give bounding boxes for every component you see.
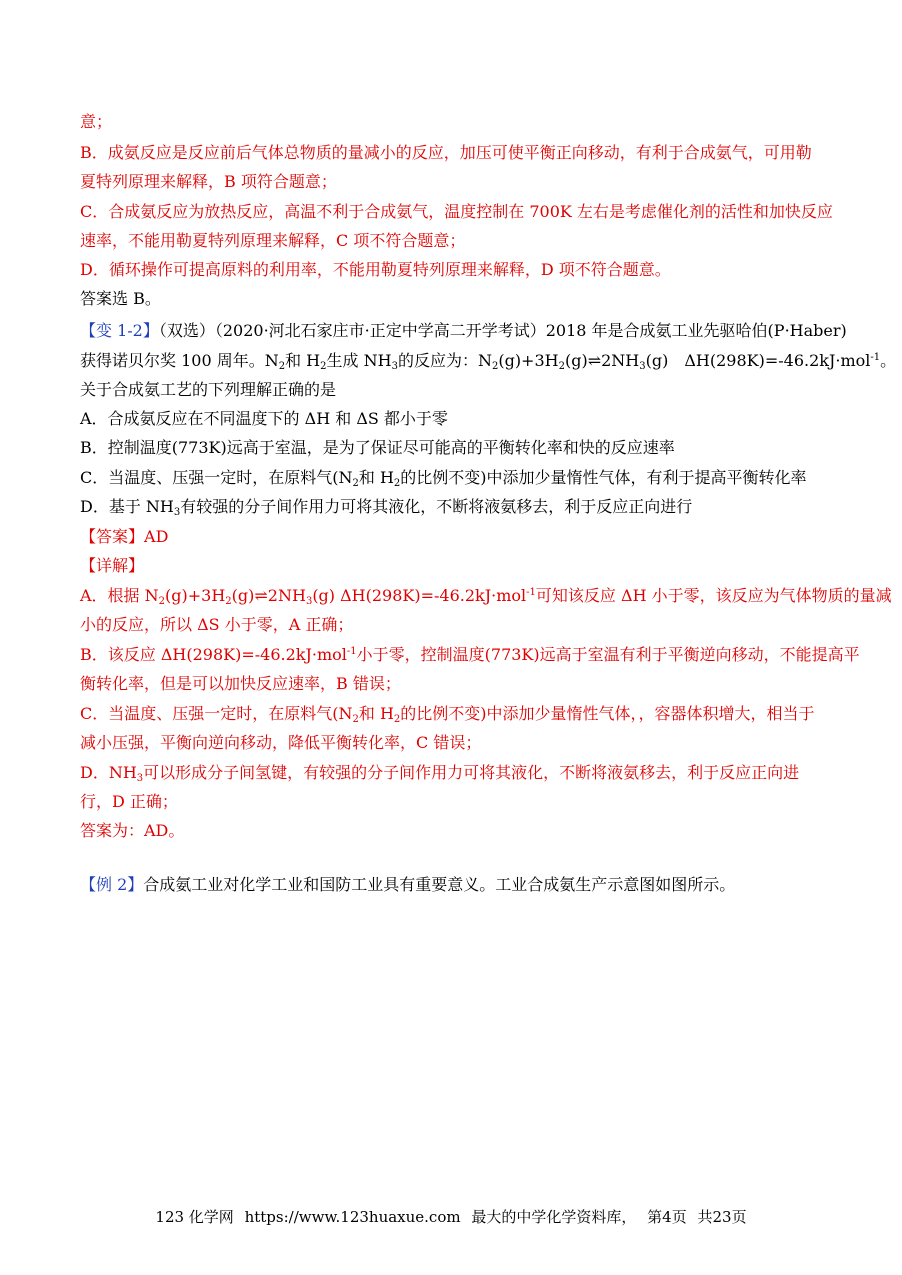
explanation-line: 衡转化率，但是可以加快反应速率，B 错误； [80, 674, 401, 693]
answer-tag: 【答案】 [80, 527, 145, 546]
question-stem: 关于合成氨工艺的下列理解正确的是 [80, 380, 337, 399]
question-heading: 【变 1-2】（双选）（2020·河北石家庄市·正定中学高二开学考试）2018 年是合成氨工业先驱哈伯(P·Haber) [80, 321, 847, 340]
explanation-line: A．根据 $N_2(g)+3H_2(g)\rightleftharpoons 2NH_3(g)$ ΔH(298K)=-46.2kJ·mol$^{-1}$可知该反应 ΔH 小于零，该反应为气体物质的量减 [80, 586, 892, 607]
text-line: 意； [80, 112, 113, 131]
answer-value: AD [144, 527, 169, 546]
text-line: 夏特列原理来解释，B 项符合题意； [80, 172, 337, 191]
explanation-tag: 【详解】 [80, 556, 145, 575]
footer-page-number: 第4页 [647, 1208, 687, 1226]
footer-total-pages: 共23页 [697, 1208, 747, 1226]
text-line: B．成氨反应是反应前后气体总物质的量减小的反应，加压可使平衡正向移动，有利于合成氨气，可用勒 [80, 143, 812, 162]
answer [80, 527, 168, 547]
explanation-line: C．当温度、压强一定时，在原料气($N_2$和 $H_2$的比例不变)中添加少量惰性气体，，容器体积增大，相当于 [80, 704, 815, 725]
explanation-line: 减小压强，平衡向逆向移动，降低平衡转化率，C 错误； [80, 733, 482, 752]
footer-url[interactable]: https://www.123huaxue.com [244, 1208, 461, 1226]
question-tag: 【变 1-2】 [80, 321, 159, 340]
explanation-line: B．该反应 ΔH(298K)=-46.2kJ·mol$^{-1}$小于零，控制温度(773K)远高于室温有利于平衡逆向移动，不能提高平 [80, 645, 860, 664]
example-tag: 【例 2】 [80, 875, 144, 894]
question-equation-line: 获得诺贝尔奖 100 周年。$N_2$和 $H_2$生成 $NH_3$的反应为：$N_2(g)+3H_2(g)\rightleftharpoons 2NH_3(g)$ ΔH(298K)=-46.2kJ·mol$^{-1}$。 [80, 351, 897, 372]
example-heading: 【例 2】合成氨工业对化学工业和国防工业具有重要意义。工业合成氨生产示意图如图所示。 [80, 875, 736, 894]
footer-site: 123 化学网 [155, 1208, 234, 1226]
explanation-line: 答案为：AD。 [80, 821, 185, 840]
text-line: C．合成氨反应为放热反应，高温不利于合成氨气，温度控制在 700K 左右是考虑催化剂的活性和加快反应 [80, 202, 833, 221]
option-d: D．基于 $NH_3$有较强的分子间作用力可将其液化，不断将液氨移去，利于反应正向进行 [80, 497, 693, 518]
explanation-line: 小的反应，所以 ΔS 小于零，A 正确； [80, 615, 354, 634]
explanation-line: D．$NH_3$可以形成分子间氢键，有较强的分子间作用力可将其液化，不断将液氨移去，利于反应正向进 [80, 763, 800, 784]
page-footer [0, 1206, 902, 1227]
explanation-line: 行，D 正确； [80, 792, 178, 811]
option-b: B．控制温度(773K)远高于室温，是为了保证尽可能高的平衡转化率和快的反应速率 [80, 438, 675, 457]
text-line: D．循环操作可提高原料的利用率，不能用勒夏特列原理来解释，D 项不符合题意。 [80, 260, 671, 279]
footer-slogan: 最大的中学化学资料库， [471, 1208, 637, 1226]
option-a: A．合成氨反应在不同温度下的 ΔH 和 ΔS 都小于零 [80, 409, 448, 428]
text-line: 答案选 B。 [80, 289, 161, 308]
text-line: 速率，不能用勒夏特列原理来解释，C 项不符合题意； [80, 231, 466, 250]
option-c: C．当温度、压强一定时，在原料气($N_2$和 $H_2$的比例不变)中添加少量惰性气体，有利于提高平衡转化率 [80, 468, 807, 489]
